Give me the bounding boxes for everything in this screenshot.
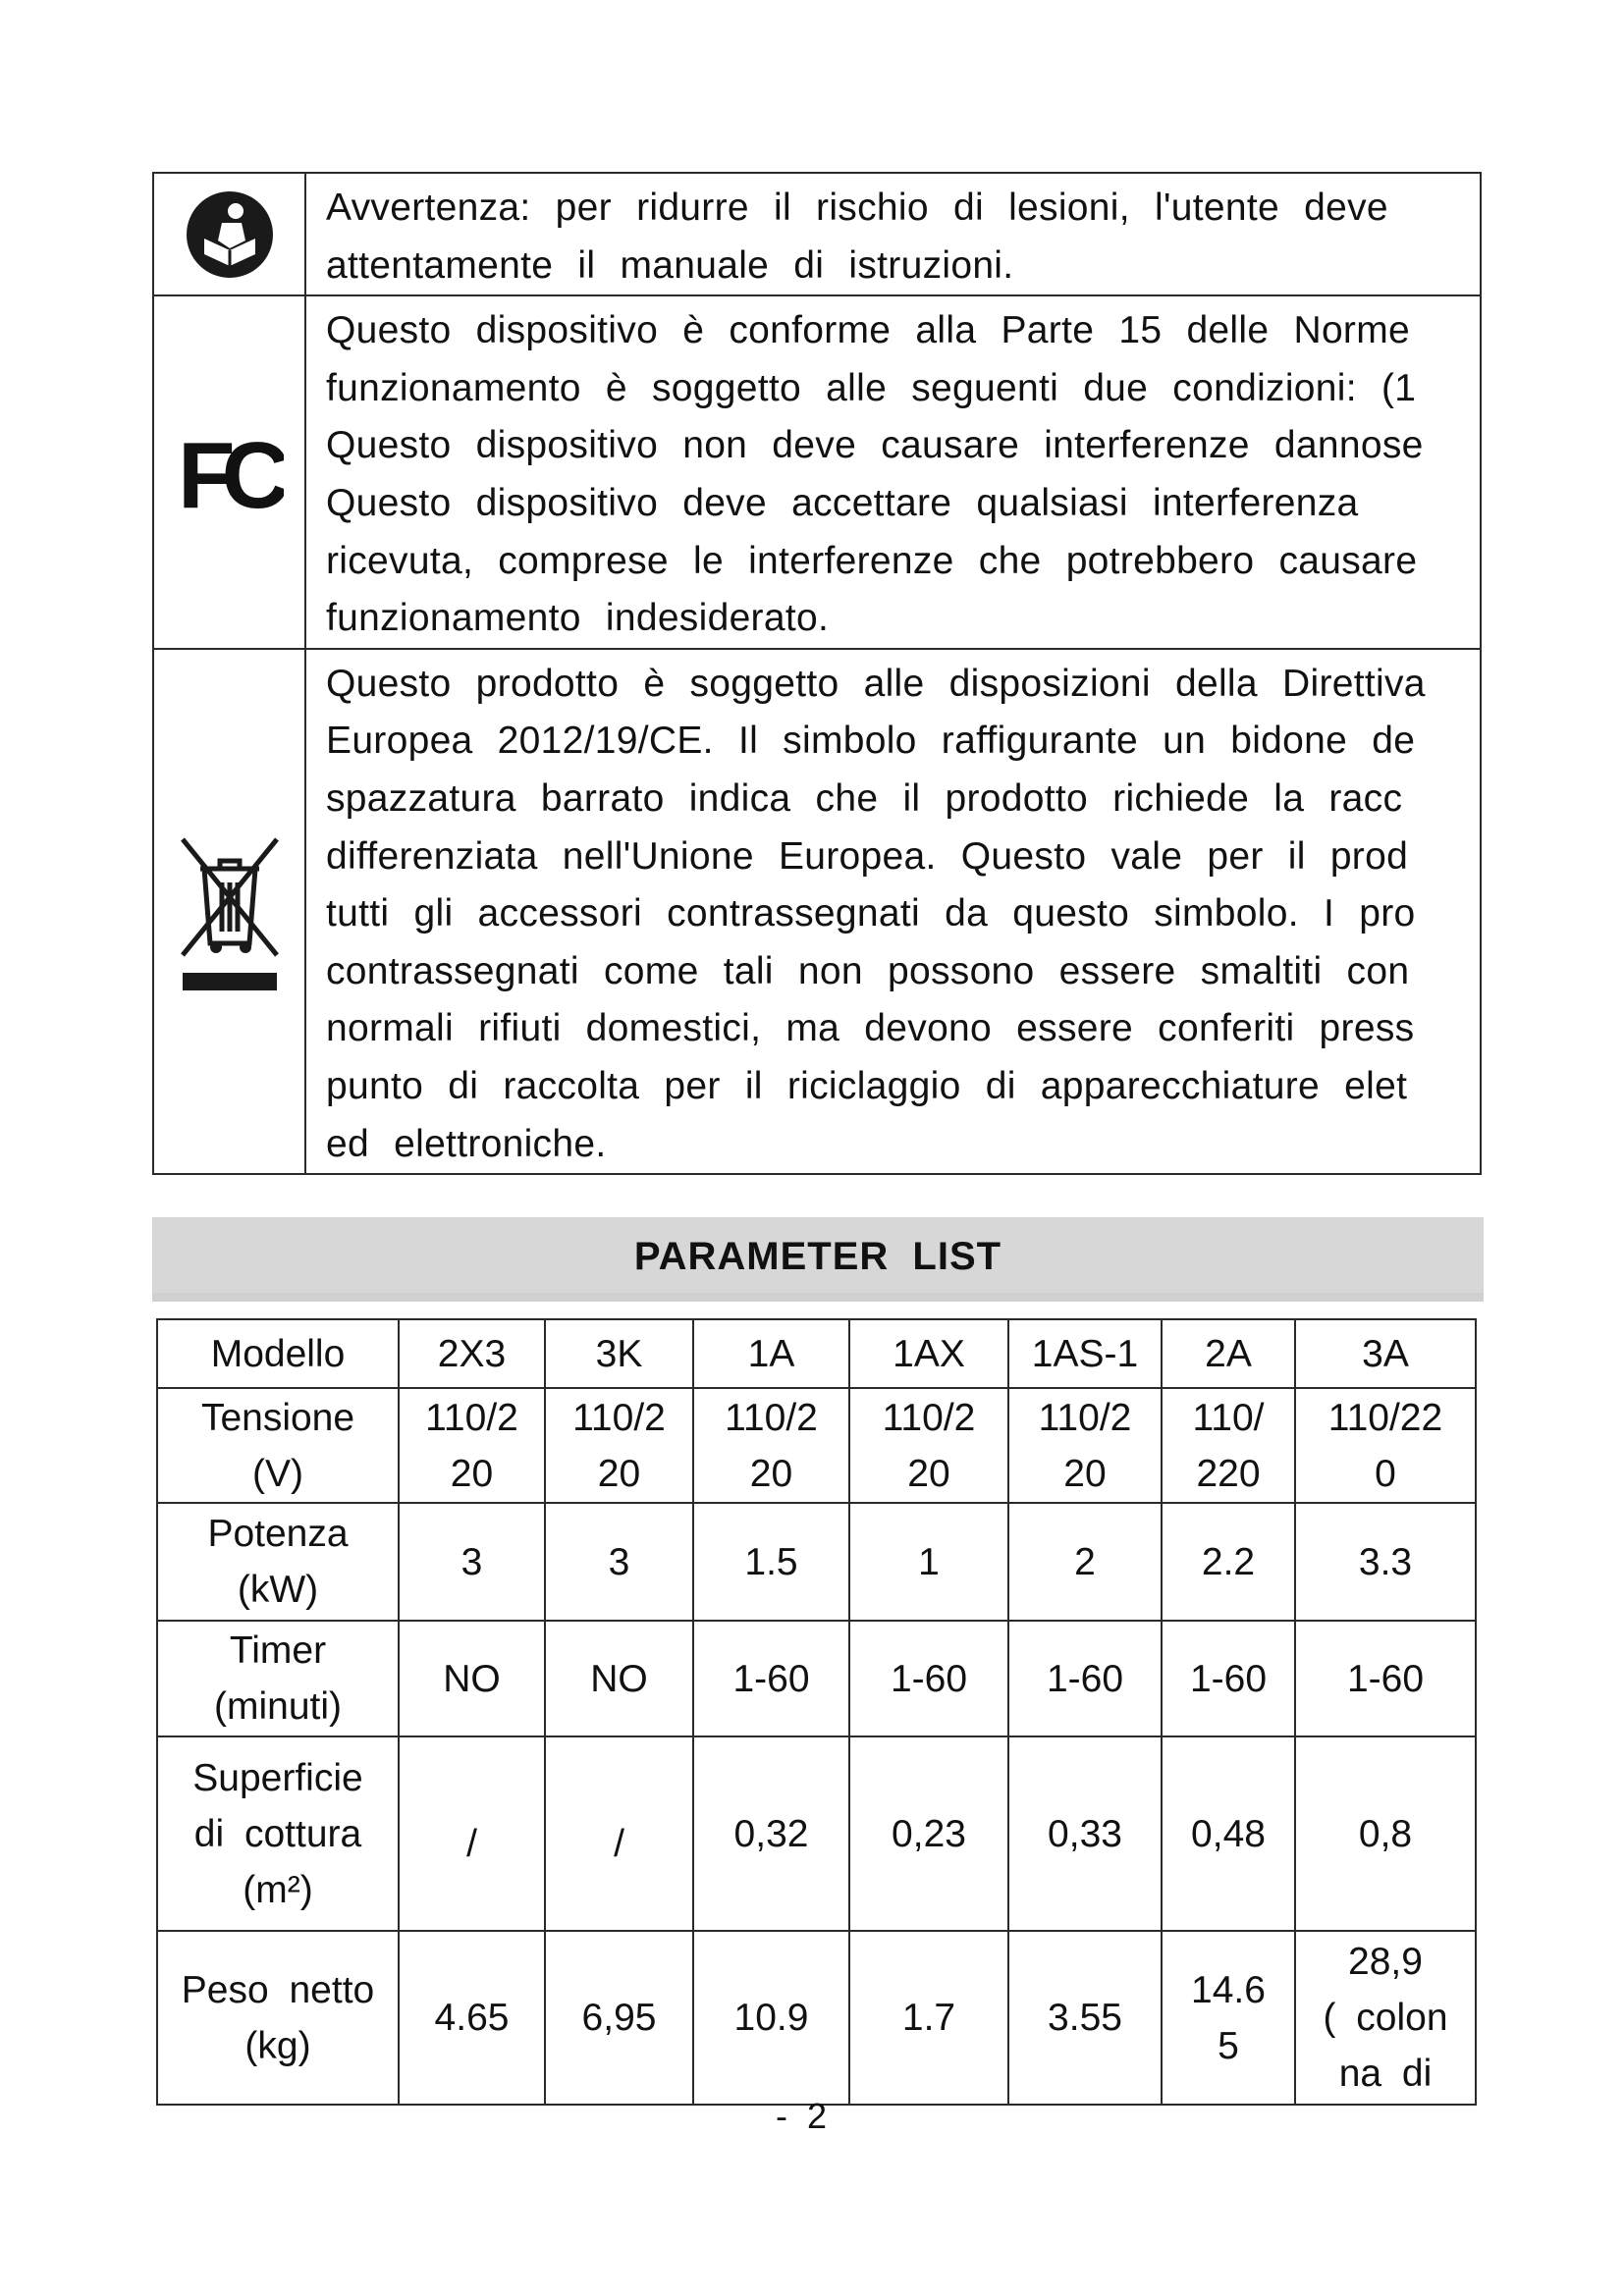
cell-value: 110/2 [572,1396,666,1439]
page-number: - 2 [776,2096,828,2136]
row-label: di cottura [193,1812,362,1855]
table-cell [399,1736,545,1931]
warning-line: funzionamento indesiderato. [326,597,830,640]
cell-value: 6,95 [581,1997,657,2039]
table-header-cell: 3K [545,1319,693,1388]
warning-row-manual [153,173,1481,295]
table-cell [399,1621,545,1736]
row-label: (kg) [244,2024,311,2067]
warning-icon-cell [153,295,305,649]
table-cell [693,1388,849,1503]
cell-value: NO [443,1657,501,1700]
table-row [157,1931,1476,2105]
cell-value: 28,9 [1348,1941,1423,1983]
table-cell [1295,1931,1476,2105]
parameter-table [156,1318,1477,2106]
table-header-cell: 3A [1295,1319,1476,1388]
cell-value: 3 [608,1540,630,1583]
cell-value: 110/2 [425,1396,518,1439]
table-cell [1008,1931,1162,2105]
row-label: (V) [252,1452,303,1495]
fcc-logo-icon [176,423,284,521]
cell-value: NO [590,1657,648,1700]
cell-value: 2 [1074,1540,1096,1583]
table-cell [399,1931,545,2105]
row-label: (m²) [243,1868,313,1911]
cell-value: 220 [1196,1452,1261,1495]
cell-value: 14.6 [1191,1968,1266,2011]
table-cell [1008,1621,1162,1736]
cell-value: 1.7 [901,1997,956,2039]
cell-value: ( colon [1323,1997,1448,2039]
cell-value: 1-60 [1346,1657,1425,1700]
table-cell [545,1503,693,1621]
row-label-cell [157,1736,399,1931]
warning-line: funzionamento è soggetto alle seguenti due condizioni: (1 [326,366,1417,409]
warning-text-cell [305,295,1481,649]
warning-line: Questo dispositivo deve accettare qualsiasi interferenza [326,481,1359,524]
warning-line: ricevuta, comprese le interferenze che potrebbero causare [326,539,1418,582]
table-cell [849,1503,1008,1621]
warning-icon-cell [153,649,305,1174]
table-cell [693,1621,849,1736]
warning-row-fcc [153,295,1481,649]
row-label-cell [157,1503,399,1621]
warning-line: ed elettroniche. [326,1122,607,1165]
warning-line: differenziata nell'Unione Europea. Questo vale per il prod [326,834,1409,878]
warning-line: punto di raccolta per il riciclaggio di apparecchiature elet [326,1064,1408,1107]
table-cell [693,1736,849,1931]
table-cell [1008,1388,1162,1503]
cell-value: 1 [918,1540,940,1583]
read-manual-icon [185,189,275,280]
cell-value: 3.55 [1048,1997,1122,2039]
table-row [157,1388,1476,1503]
warning-text-cell [305,649,1481,1174]
cell-value: 4.65 [434,1997,510,2039]
cell-value: 1-60 [890,1657,968,1700]
warnings-table [152,172,1482,1175]
table-header-cell: 1AS-1 [1008,1319,1162,1388]
warning-line: attentamente il manuale di istruzioni. [326,243,1014,287]
cell-value: 3 [460,1540,483,1583]
cell-value: 1-60 [1189,1657,1268,1700]
cell-value: 2.2 [1201,1540,1256,1583]
cell-value: 1.5 [744,1540,798,1583]
table-cell [1295,1736,1476,1931]
table-cell [545,1621,693,1736]
warning-line: tutti gli accessori contrassegnati da questo simbolo. I pro [326,892,1416,935]
row-label-cell [157,1388,399,1503]
table-cell [849,1931,1008,2105]
weee-crossed-bin-icon [175,828,285,994]
warning-line: normali rifiuti domestici, ma devono essere conferiti press [326,1007,1415,1050]
cell-value: 20 [907,1452,950,1495]
table-cell [545,1388,693,1503]
warning-icon-cell [153,173,305,295]
parameter-list-rule [152,1293,1484,1302]
cell-value: 20 [1063,1452,1107,1495]
table-cell [1008,1736,1162,1931]
warning-line: spazzatura barrato indica che il prodotto richiede la racc [326,776,1403,820]
table-cell [1295,1503,1476,1621]
table-cell [1162,1503,1295,1621]
cell-value: 20 [450,1452,494,1495]
cell-value: 110/2 [1038,1396,1132,1439]
row-label: (kW) [237,1569,319,1611]
row-label-cell [157,1931,399,2105]
warning-row-weee [153,649,1481,1174]
row-label: Superficie [192,1756,363,1799]
table-header-cell: Modello [157,1319,399,1388]
table-cell [399,1388,545,1503]
cell-value: 0,32 [733,1812,809,1855]
cell-value: 3.3 [1358,1540,1413,1583]
table-cell [1008,1503,1162,1621]
table-header-cell: 1AX [849,1319,1008,1388]
cell-value: 5 [1218,2024,1239,2067]
table-cell [849,1621,1008,1736]
table-header-cell: 1A [693,1319,849,1388]
row-label: Potenza [207,1513,349,1555]
table-cell [545,1736,693,1931]
table-cell [1295,1621,1476,1736]
warning-line: Avvertenza: per ridurre il rischio di lesioni, l'utente deve [326,187,1388,229]
warning-line: Europea 2012/19/CE. Il simbolo raffigurante un bidone de [326,720,1416,763]
cell-value: 20 [597,1452,641,1495]
table-cell [399,1503,545,1621]
table-cell [1162,1931,1295,2105]
table-row [157,1621,1476,1736]
table-cell [693,1931,849,2105]
table-cell [1162,1621,1295,1736]
row-label: (minuti) [213,1685,342,1728]
cell-value: 0,8 [1358,1812,1413,1855]
table-header-cell: 2A [1162,1319,1295,1388]
table-header-cell: 2X3 [399,1319,545,1388]
table-cell [1162,1736,1295,1931]
table-row [157,1503,1476,1621]
row-label: Timer [229,1629,327,1672]
table-cell [849,1388,1008,1503]
cell-value: 110/22 [1327,1396,1443,1439]
warning-line: Questo dispositivo non deve causare interferenze dannose [326,424,1424,467]
cell-value: 110/ [1192,1396,1265,1439]
cell-value: 0,48 [1191,1812,1266,1855]
cell-value: 0,23 [892,1812,966,1855]
cell-value: 0,33 [1048,1812,1122,1855]
table-cell [545,1931,693,2105]
warning-line: Questo prodotto è soggetto alle disposizioni della Direttiva [326,662,1426,705]
cell-value: 10.9 [733,1997,809,2039]
parameter-list-title: PARAMETER LIST [152,1217,1484,1293]
cell-value: 1-60 [1046,1657,1124,1700]
row-label-cell [157,1621,399,1736]
cell-value: 110/2 [725,1396,818,1439]
warning-line: contrassegnati come tali non possono essere smaltiti con [326,949,1410,992]
row-label: Tensione [200,1396,355,1439]
cell-value: 110/2 [882,1396,976,1439]
table-cell [849,1736,1008,1931]
table-cell [693,1503,849,1621]
table-row [157,1736,1476,1931]
cell-value: / [614,1822,624,1865]
fcc-logo-text: FC [177,422,276,521]
cell-value: 1-60 [732,1657,810,1700]
cell-value: 20 [749,1452,793,1495]
table-cell [1162,1388,1295,1503]
table-header-row [157,1319,1476,1388]
table-cell [1295,1388,1476,1503]
warning-line: Questo dispositivo è conforme alla Parte 15 delle Norme [326,309,1410,352]
cell-value: / [466,1822,477,1865]
warning-text-cell [305,173,1481,295]
row-label: Peso netto [181,1968,375,2011]
cell-value: 0 [1375,1452,1396,1495]
cell-value: na di [1338,2053,1433,2095]
